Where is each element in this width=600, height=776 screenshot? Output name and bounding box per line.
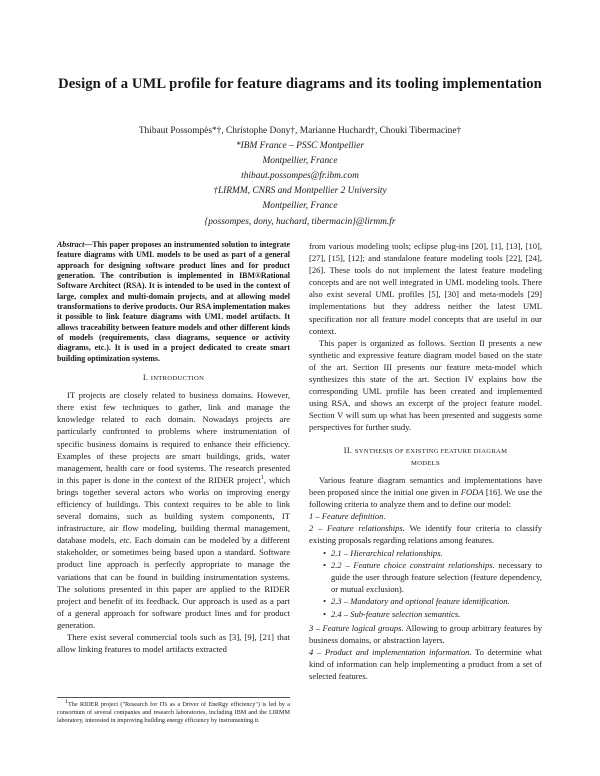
text-run-italic: etc xyxy=(119,535,130,546)
text-run: . Each domain can be modeled by a different stakeholder, or sometimes being based upon a standard. Software product line approach is perfectly appropriate to manage the variations that can be found in building instrumentation systems. The solutions presented in this paper are applied to the RIDER project and benefit of its feedback. Our approach is used as a part of a general approach for software product lines and for product generation. xyxy=(57,535,290,630)
footnote xyxy=(57,697,290,725)
section-title: INTRODUCTION xyxy=(150,375,205,383)
criterion-2 xyxy=(309,522,542,546)
section-heading-synthesis xyxy=(309,445,542,469)
author-block xyxy=(40,124,560,230)
list-item: • 2.3 – Mandatory and optional feature identification. xyxy=(323,595,542,607)
list-item: • 2.4 – Sub-feature selection semantics. xyxy=(323,608,542,620)
criterion-text: To determine what kind of information can help implementing a product from a set of selected features. xyxy=(309,646,542,681)
section-title-line2: MODELS xyxy=(411,459,440,467)
text-run: , which brings together several actors who works on improving energy efficiency of buildings. This context requires to be able to link several domains, such as building system components, IT infrastructure, air flow modeling, building thermal management, database models, xyxy=(57,474,290,546)
text-run: Various feature diagram semantics and implementations have been proposed since the initial one given in xyxy=(309,474,542,497)
text-run-italic: FODA xyxy=(460,486,484,497)
criterion-text: We identify four criteria to classify existing proposals regarding relations among features. xyxy=(309,522,543,545)
criterion-label: 3 – Feature logical groups. xyxy=(309,622,404,633)
left-column xyxy=(57,240,290,655)
right-column xyxy=(309,240,542,682)
intro-paragraph-2-start: There exist several commercial tools such as [3], [9], [21] that allow linking features to model artifacts extracted xyxy=(57,632,290,655)
affiliation-lirmm-city: Montpellier, France xyxy=(262,201,338,212)
criterion-label: 4 – Product and implementation information. xyxy=(309,646,472,657)
abstract-label: Abstract xyxy=(57,240,85,249)
affiliation-ibm-email: thibaut.possompes@fr.ibm.com xyxy=(241,171,359,182)
criterion-4 xyxy=(309,646,542,682)
section-number: II. xyxy=(343,445,353,455)
footnote-text xyxy=(57,698,290,725)
criterion-3 xyxy=(309,622,542,646)
author-names: Thibaut Possompès*†, Christophe Dony†, Marianne Huchard†, Chouki Tibermacine† xyxy=(138,126,462,136)
text-run: [16]. We use the following criteria to analyze them and to define our model: xyxy=(309,486,543,509)
abstract-text: —This paper proposes an instrumented solution to integrate feature diagrams with UML models to be used as part of a general approach for designing software product lines and for product generation. The contribution is implemented in IBM®Rational Software Architect (RSA). It is intended to be used in the context of large, complex and multi-domain projects, and at allowing model transformations to derive products. Our RSA implementation makes it possible to link feature diagrams with UML model artifacts. It allows traceability between feature models and other different kinds of models (requirements, class diagrams, sequence or activity diagrams, etc.). It is used in a project dedicated to create smart building optimization systems. xyxy=(57,240,290,363)
affiliation-ibm-city: Montpellier, France xyxy=(262,156,338,167)
section-heading-introduction xyxy=(57,372,290,384)
criterion-1: 1 – Feature definition. xyxy=(309,510,386,521)
intro-paragraph-3: This paper is organized as follows. Section II presents a new synthetic and expressive feature diagram model based on the state of the art. Section III presents our feature meta-model which synthesizes this state of the art. Section IV explains how the corresponding UML profile has been created and implemented using RSA, and shows an excerpt of the project feature model. Section V will sum up what has been presented and suggests some perspectives for further study. xyxy=(309,337,542,433)
footnote-body: The RIDER project ("Research for ITs as a Driver of EneRgy efficiency") is led by a consortium of several companies and research laboratories, including IBM and the LIRMM laboratory, interested in improving building energy efficiency by instrumenting it. xyxy=(57,701,290,724)
affiliation-lirmm: †LIRMM, CNRS and Montpellier 2 University xyxy=(213,186,387,197)
intro-paragraph-2-cont: from various modeling tools; eclipse plug-ins [20], [1], [13], [10], [27], [15], [12]; and standalone feature modeling tools [22], [24], [26]. These tools do not implement the latest feature modeling concepts and are not well integrated in UML modeling tools. There also exist several UML profiles [5], [30] and meta-models [29] implementations but they address neither the latest UML specification nor all feature model concepts that are useful in our context. xyxy=(309,241,542,336)
criterion-2-list xyxy=(309,547,542,620)
affiliation-ibm: *IBM France – PSSC Montpellier xyxy=(235,141,365,152)
section-title-line1: SYNTHESIS OF EXISTING FEATURE DIAGRAM xyxy=(354,447,508,455)
synthesis-paragraph-1 xyxy=(309,474,542,510)
paper-title: Design of a UML profile for feature diagrams and its tooling implementation xyxy=(58,76,542,92)
section-number: I. xyxy=(142,373,149,383)
criterion-text: Allowing to group arbitrary features by business domains, or abstraction layers. xyxy=(309,622,543,645)
text-run: IT projects are closely related to business domains. However, there exist few techniques to gather, link and manage the knowledge related to each domain. Nowadays projects are particularly confronted to problems where instrumentation of specific business domains is required to enhance their efficiency. Examples of these projects are smart buildings, grids, water management, health care or food systems. The research presented in this paper is done in the context of the RIDER project xyxy=(57,390,290,485)
criterion-label: 2.2 – Feature choice constraint relationships. xyxy=(331,560,495,571)
footnote-number: 1 xyxy=(65,698,68,705)
affiliation-lirmm-email: {possompes, dony, huchard, tibermacin}@lirmm.fr xyxy=(204,216,396,227)
criterion-label: 2 – Feature relationships. xyxy=(309,522,405,533)
list-item xyxy=(323,559,542,595)
intro-paragraph-1 xyxy=(57,389,290,631)
footnote-mark: 1 xyxy=(260,474,264,481)
abstract xyxy=(57,240,290,364)
list-item: • 2.1 – Hierarchical relationships. xyxy=(323,547,542,559)
criterion-text: necessary to guide the user through feature selection (feature dependency, or mutual exclusion). xyxy=(331,560,542,595)
